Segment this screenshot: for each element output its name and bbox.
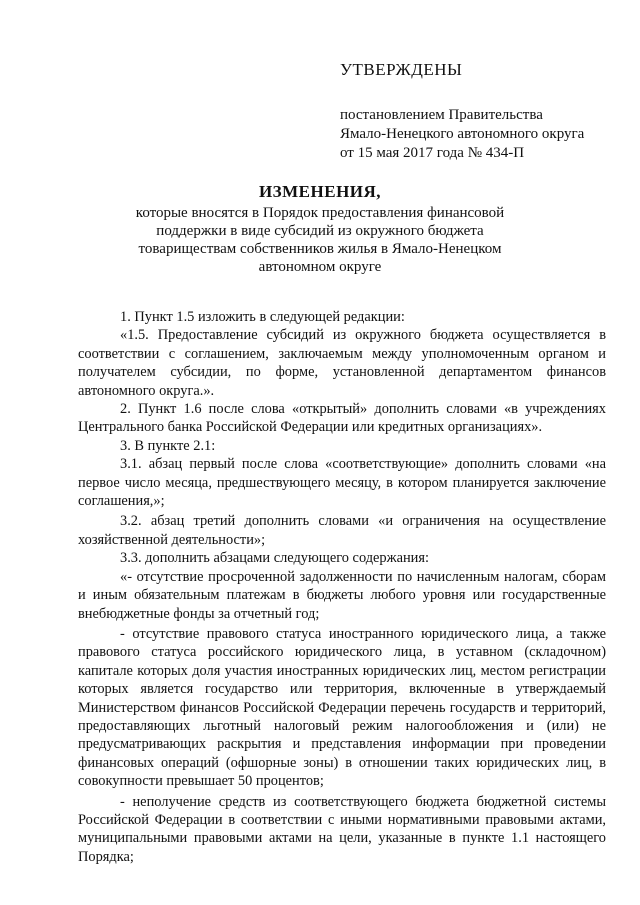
paragraph-1: 1. Пункт 1.5 изложить в следующей редакции: [120,309,405,325]
paragraph-1-5-text: «1.5. Предоставление субсидий из окружного бюджета осуществляется в соответствии с соглашением, заключаемым между уполномоченным органом и получателем субсидии, по форме, установленной департаментом финансов автономного округа.». [78,327,606,399]
heading-title: ИЗМЕНЕНИЯ, [258,182,382,201]
approval-line: Ямало-Ненецкого автономного округа [340,126,585,142]
paragraph-3-1: 3.1. абзац первый после слова «соответствующие» дополнить словами «на первое число месяца, предшествующего месяцу, в котором планируется заключение соглашения,»; [78,456,606,510]
approval-title: УТВЕРЖДЕНЫ [340,60,463,79]
paragraph-3: 3. В пункте 2.1: [120,437,216,454]
paragraph-offshore: - отсутствие правового статуса иностранного юридического лица, а также правового статуса российского юридического лица, в уставном (складочном) капитале которых доля участия иностранных юридических лиц, местом регистрации которых является государство или территория, включенные в утверждаемый Министерством финансов Российской Федерации перечень государств и территорий, предоставляющих льготный налоговый режим налогообложения и (или) не предусматривающих раскрытия и представления информации при проведении финансовых операций (офшорные зоны) в отношении таких юридических лиц, в совокупности превышает 50 процентов; [78,625,606,790]
approval-block [340,60,620,163]
paragraph-tax-debt: «- отсутствие просроченной задолженности по начисленным налогам, сборам и иным обязательным платежам в бюджеты любого уровня или государственные внебюджетные фонды за отчетный год; [78,568,606,622]
heading-subtitle-line: поддержки в виде субсидий из окружного бюджета [156,223,484,239]
approval-line: постановлением Правительства [340,107,543,123]
paragraph-non-receipt: - неполучение средств из соответствующего бюджета бюджетной системы Российской Федерации в соответствии с иными нормативными правовыми актами, муниципальными правовыми актами на цели, указанные в пункте 1.1 настоящего Порядка; [78,793,606,865]
heading-subtitle-line: которые вносятся в Порядок предоставления финансовой [135,205,505,221]
document-body [78,308,606,866]
approval-line: от 15 мая 2017 года № 434-П [340,145,525,161]
paragraph-3-3: 3.3. дополнить абзацами следующего содержания: [120,550,429,567]
document-heading [0,182,640,276]
paragraph-3-2: 3.2. абзац третий дополнить словами «и ограничения на осуществление хозяйственной деятельности»; [78,513,606,548]
heading-subtitle-line: товариществам собственников жилья в Ямало-Ненецком [138,241,502,257]
heading-subtitle-line: автономном округе [258,259,382,275]
paragraph-2: 2. Пункт 1.6 после слова «открытый» дополнить словами «в учреждениях Центрального банка Российской Федерации или кредитных организациях». [78,401,606,436]
